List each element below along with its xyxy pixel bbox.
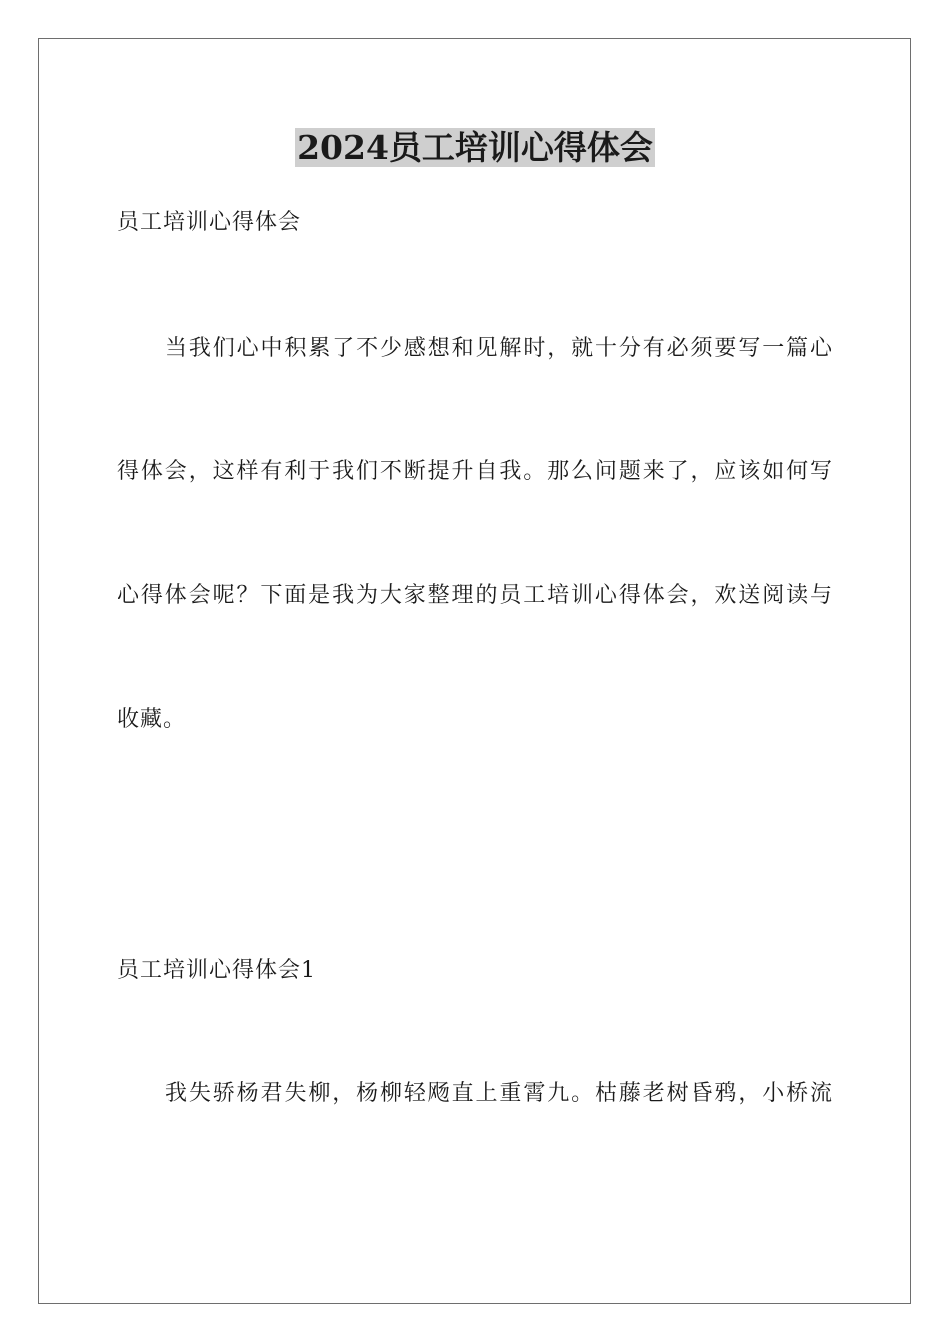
section-1-paragraph-line-1: 我失骄杨君失柳，杨柳轻飏直上重霄九。枯藤老树昏鸦，小桥流: [165, 1081, 833, 1106]
document-subtitle: 员工培训心得体会: [117, 210, 302, 235]
document-title: [0, 122, 950, 174]
section-heading-1: 员工培训心得体会1: [117, 958, 316, 983]
intro-paragraph-line-3: 心得体会呢？下面是我为大家整理的员工培训心得体会，欢送阅读与: [117, 583, 833, 608]
intro-paragraph-line-4: 收藏。: [117, 707, 187, 732]
intro-paragraph-line-2: 得体会，这样有利于我们不断提升自我。那么问题来了，应该如何写: [117, 459, 833, 484]
document-title-text: 2024员工培训心得体会: [297, 128, 653, 167]
intro-paragraph-line-1: 当我们心中积累了不少感想和见解时，就十分有必须要写一篇心: [165, 336, 833, 361]
